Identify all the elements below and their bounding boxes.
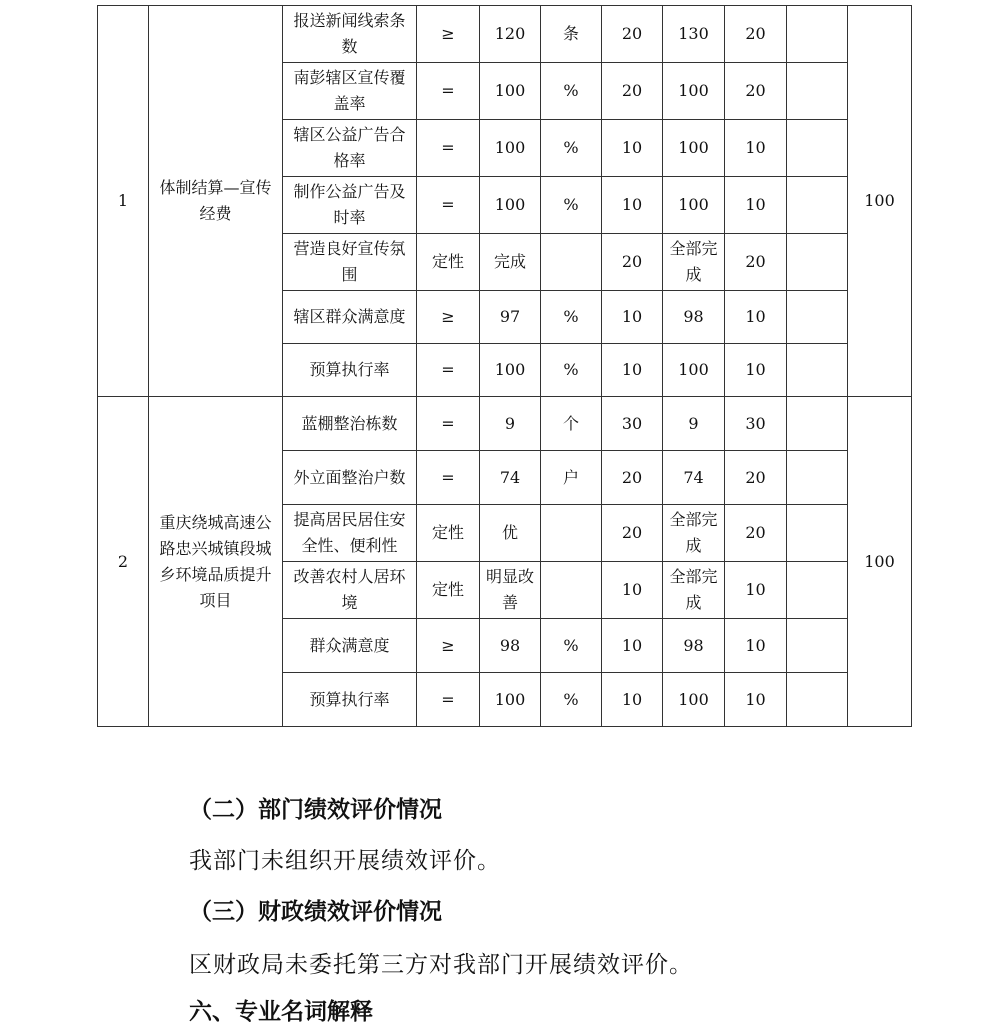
unit-cell: %: [541, 344, 602, 397]
result-cell: 10: [725, 120, 787, 177]
weight-cell: 20: [602, 63, 663, 120]
unit-cell: %: [541, 120, 602, 177]
note-cell: [787, 451, 848, 505]
target-cell: 74: [480, 451, 541, 505]
operator-cell: =: [417, 63, 480, 120]
operator-cell: =: [417, 397, 480, 451]
note-cell: [787, 562, 848, 619]
result-cell: 10: [725, 344, 787, 397]
total-score-cell: 100: [848, 6, 912, 397]
actual-cell: 9: [663, 397, 725, 451]
weight-cell: 10: [602, 562, 663, 619]
result-cell: 10: [725, 177, 787, 234]
total-score-cell: 100: [848, 397, 912, 727]
operator-cell: =: [417, 673, 480, 727]
weight-cell: 20: [602, 451, 663, 505]
indicator-cell: 营造良好宣传氛围: [283, 234, 417, 291]
performance-table: [97, 5, 912, 727]
operator-cell: =: [417, 177, 480, 234]
unit-cell: %: [541, 619, 602, 673]
actual-cell: 100: [663, 673, 725, 727]
indicator-cell: 改善农村人居环境: [283, 562, 417, 619]
weight-cell: 20: [602, 505, 663, 562]
actual-cell: 74: [663, 451, 725, 505]
table-row: [98, 397, 912, 451]
note-cell: [787, 6, 848, 63]
project-name-cell: 重庆绕城高速公路忠兴城镇段城乡环境品质提升项目: [149, 397, 283, 727]
project-name-cell: 体制结算—宣传经费: [149, 6, 283, 397]
unit-cell: 个: [541, 397, 602, 451]
indicator-cell: 预算执行率: [283, 673, 417, 727]
note-cell: [787, 673, 848, 727]
unit-cell: %: [541, 177, 602, 234]
weight-cell: 10: [602, 291, 663, 344]
unit-cell: [541, 562, 602, 619]
dept-eval-heading: （二）部门绩效评价情况: [189, 796, 442, 823]
result-cell: 20: [725, 63, 787, 120]
operator-cell: =: [417, 344, 480, 397]
unit-cell: [541, 505, 602, 562]
row-index-cell: 1: [98, 6, 149, 397]
actual-cell: 全部完成: [663, 562, 725, 619]
row-index-cell: 2: [98, 397, 149, 727]
dept-eval-text: 我部门未组织开展绩效评价。: [189, 848, 501, 874]
target-cell: 100: [480, 63, 541, 120]
note-cell: [787, 234, 848, 291]
result-cell: 10: [725, 619, 787, 673]
actual-cell: 98: [663, 291, 725, 344]
indicator-cell: 外立面整治户数: [283, 451, 417, 505]
actual-cell: 100: [663, 177, 725, 234]
unit-cell: %: [541, 291, 602, 344]
indicator-cell: 南彭辖区宣传覆盖率: [283, 63, 417, 120]
indicator-cell: 报送新闻线索条数: [283, 6, 417, 63]
target-cell: 明显改善: [480, 562, 541, 619]
actual-cell: 全部完成: [663, 505, 725, 562]
target-cell: 120: [480, 6, 541, 63]
target-cell: 98: [480, 619, 541, 673]
indicator-cell: 提高居民居住安全性、便利性: [283, 505, 417, 562]
note-cell: [787, 505, 848, 562]
note-cell: [787, 63, 848, 120]
operator-cell: ≥: [417, 619, 480, 673]
glossary-heading: 六、专业名词解释: [189, 998, 373, 1025]
result-cell: 20: [725, 6, 787, 63]
weight-cell: 20: [602, 234, 663, 291]
unit-cell: [541, 234, 602, 291]
unit-cell: 户: [541, 451, 602, 505]
weight-cell: 10: [602, 177, 663, 234]
result-cell: 10: [725, 291, 787, 344]
actual-cell: 130: [663, 6, 725, 63]
weight-cell: 10: [602, 619, 663, 673]
target-cell: 97: [480, 291, 541, 344]
target-cell: 完成: [480, 234, 541, 291]
weight-cell: 30: [602, 397, 663, 451]
result-cell: 20: [725, 451, 787, 505]
weight-cell: 10: [602, 673, 663, 727]
result-cell: 20: [725, 234, 787, 291]
operator-cell: 定性: [417, 562, 480, 619]
result-cell: 30: [725, 397, 787, 451]
indicator-cell: 辖区群众满意度: [283, 291, 417, 344]
finance-eval-text: 区财政局未委托第三方对我部门开展绩效评价。: [189, 952, 693, 978]
unit-cell: 条: [541, 6, 602, 63]
indicator-cell: 群众满意度: [283, 619, 417, 673]
weight-cell: 10: [602, 344, 663, 397]
actual-cell: 100: [663, 344, 725, 397]
actual-cell: 全部完成: [663, 234, 725, 291]
note-cell: [787, 397, 848, 451]
operator-cell: =: [417, 120, 480, 177]
indicator-cell: 预算执行率: [283, 344, 417, 397]
actual-cell: 98: [663, 619, 725, 673]
target-cell: 100: [480, 177, 541, 234]
note-cell: [787, 344, 848, 397]
finance-eval-heading: （三）财政绩效评价情况: [189, 898, 442, 925]
unit-cell: %: [541, 63, 602, 120]
target-cell: 9: [480, 397, 541, 451]
indicator-cell: 辖区公益广告合格率: [283, 120, 417, 177]
indicator-cell: 蓝棚整治栋数: [283, 397, 417, 451]
result-cell: 10: [725, 562, 787, 619]
actual-cell: 100: [663, 63, 725, 120]
operator-cell: 定性: [417, 234, 480, 291]
unit-cell: %: [541, 673, 602, 727]
operator-cell: ≥: [417, 291, 480, 344]
target-cell: 100: [480, 120, 541, 177]
operator-cell: =: [417, 451, 480, 505]
indicator-cell: 制作公益广告及时率: [283, 177, 417, 234]
actual-cell: 100: [663, 120, 725, 177]
target-cell: 100: [480, 344, 541, 397]
result-cell: 20: [725, 505, 787, 562]
note-cell: [787, 291, 848, 344]
target-cell: 优: [480, 505, 541, 562]
operator-cell: 定性: [417, 505, 480, 562]
weight-cell: 20: [602, 6, 663, 63]
result-cell: 10: [725, 673, 787, 727]
operator-cell: ≥: [417, 6, 480, 63]
note-cell: [787, 619, 848, 673]
table-body: [98, 6, 912, 727]
weight-cell: 10: [602, 120, 663, 177]
note-cell: [787, 177, 848, 234]
target-cell: 100: [480, 673, 541, 727]
note-cell: [787, 120, 848, 177]
table-row: [98, 6, 912, 63]
